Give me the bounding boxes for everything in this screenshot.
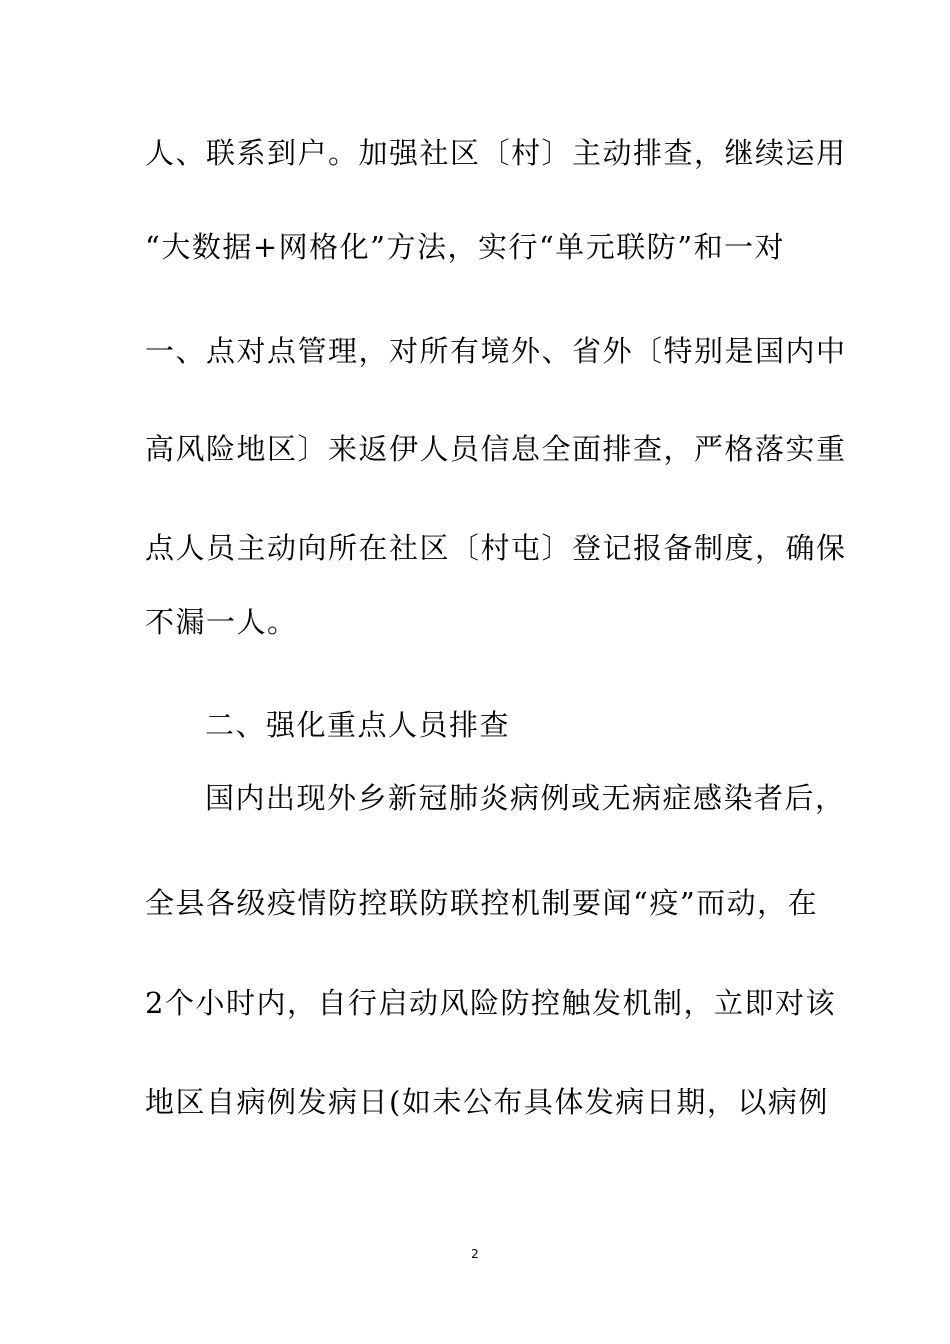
body-text-line: 2个小时内，自行启动风险防控触发机制，立即对该 (145, 986, 836, 1020)
body-text-line: 点人员主动向所在社区〔村屯〕登记报备制度，确保 (145, 531, 847, 565)
body-text-line: 一、点对点管理，对所有境外、省外〔特别是国内中 (145, 334, 847, 368)
body-text-line: 全县各级疫情防控联防联控机制要闻“疫”而动，在 (145, 886, 819, 920)
page-number: 2 (471, 1247, 479, 1261)
body-text-line: 人、联系到户。加强社区〔村〕主动排查，继续运用 (145, 136, 847, 170)
body-text-line: “大数据+网格化”方法，实行“单元联防”和一对 (145, 230, 786, 264)
body-text-line: 高风险地区〕来返伊人员信息全面排查，严格落实重 (145, 432, 847, 466)
paragraph-first-line: 国内出现外乡新冠肺炎病例或无病症感染者后， (205, 781, 846, 815)
body-text-line: 地区自病例发病日(如未公布具体发病日期，以病例 (145, 1085, 829, 1119)
body-text-line: 不漏一人。 (145, 605, 298, 639)
section-heading: 二、强化重点人员排查 (205, 708, 511, 742)
